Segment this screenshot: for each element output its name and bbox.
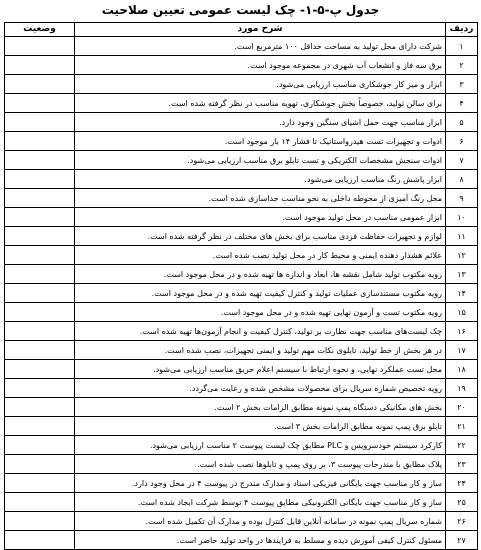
table-row xyxy=(5,227,478,246)
row-number: ۲۱ xyxy=(446,417,478,436)
row-number: ۲۷ xyxy=(446,531,478,550)
table-row xyxy=(5,455,478,474)
row-number: ۲ xyxy=(446,56,478,75)
table-row xyxy=(5,493,478,512)
checklist-table xyxy=(4,22,478,550)
table-row xyxy=(5,151,478,170)
row-status-cell[interactable] xyxy=(5,284,75,303)
row-status-cell[interactable] xyxy=(5,341,75,360)
row-number: ۶ xyxy=(446,132,478,151)
row-description: کارکرد سیستم خودسرویس و PLC مطابق چک لیست پیوست ۲ مناسب ارزیابی می‌شود. xyxy=(75,436,446,455)
row-number: ۱۰ xyxy=(446,208,478,227)
row-description: ساز و کار مناسب جهت بایگانی الکترونیکی مطابق پیوست ۴ توسط شرکت ایجاد شده است. xyxy=(75,493,446,512)
row-status-cell[interactable] xyxy=(5,512,75,531)
row-description: شماره سریال پمپ نمونه در سامانه آنلاین قابل کنترل بوده و مدارک آن تکمیل شده است. xyxy=(75,512,446,531)
table-row xyxy=(5,341,478,360)
row-status-cell[interactable] xyxy=(5,56,75,75)
row-status-cell[interactable] xyxy=(5,417,75,436)
row-number: ۱۳ xyxy=(446,265,478,284)
row-status-cell[interactable] xyxy=(5,132,75,151)
row-number: ۲۶ xyxy=(446,512,478,531)
row-status-cell[interactable] xyxy=(5,189,75,208)
row-number: ۱ xyxy=(446,37,478,56)
row-status-cell[interactable] xyxy=(5,398,75,417)
table-row xyxy=(5,75,478,94)
row-number: ۷ xyxy=(446,151,478,170)
row-status-cell[interactable] xyxy=(5,94,75,113)
table-row xyxy=(5,113,478,132)
row-status-cell[interactable] xyxy=(5,151,75,170)
header-description: شرح مورد xyxy=(75,23,446,37)
row-status-cell[interactable] xyxy=(5,170,75,189)
row-status-cell[interactable] xyxy=(5,265,75,284)
table-body xyxy=(5,37,478,550)
row-number: ۱۵ xyxy=(446,303,478,322)
row-status-cell[interactable] xyxy=(5,75,75,94)
row-description: ادوات و تجهیزات تست هیدرواستاتیک تا فشار ۱۴ بار موجود است. xyxy=(75,132,446,151)
row-number: ۱۹ xyxy=(446,379,478,398)
row-status-cell[interactable] xyxy=(5,303,75,322)
row-number: ۲۴ xyxy=(446,474,478,493)
row-description: شرکت دارای محل تولید به مساحت حداقل ۱۰۰ مترمربع است. xyxy=(75,37,446,56)
table-row xyxy=(5,474,478,493)
table-row xyxy=(5,189,478,208)
table-header-row xyxy=(5,23,478,37)
row-description: رویه مکتوب مستندسازی عملیات تولید و کنترل کیفیت تهیه شده و در محل موجود است. xyxy=(75,284,446,303)
row-number: ۱۶ xyxy=(446,322,478,341)
row-description: علائم هشدار دهنده ایمنی و محیط کار در محل تولید نصب شده است. xyxy=(75,246,446,265)
table-row xyxy=(5,37,478,56)
table-row xyxy=(5,284,478,303)
row-number: ۹ xyxy=(446,189,478,208)
table-row xyxy=(5,265,478,284)
row-status-cell[interactable] xyxy=(5,531,75,550)
row-description: ابزار پاشش رنگ مناسب ارزیابی می‌شود. xyxy=(75,170,446,189)
table-row xyxy=(5,531,478,550)
row-number: ۵ xyxy=(446,113,478,132)
row-description: ساز و کار مناسب جهت بایگانی فیزیکی اسناد و مدارک مندرج در پیوست ۴ در محل وجود دارد. xyxy=(75,474,446,493)
row-number: ۱۴ xyxy=(446,284,478,303)
row-status-cell[interactable] xyxy=(5,493,75,512)
row-description: محل تست عملکرد نهایی، و نحوه ارتباط با سیستم اعلام حریق مناسب ارزیابی می‌شود. xyxy=(75,360,446,379)
row-number: ۸ xyxy=(446,170,478,189)
row-description: چک لیست‌های مناسب جهت نظارت بر تولید، کنترل کیفیت و انجام آزمون‌ها تهیه شده است. xyxy=(75,322,446,341)
row-status-cell[interactable] xyxy=(5,113,75,132)
table-row xyxy=(5,208,478,227)
row-description: لوازم و تجهیزات حفاظت فردی مناسب برای بخش های مختلف در نظر گرفته شده است. xyxy=(75,227,446,246)
row-status-cell[interactable] xyxy=(5,360,75,379)
row-status-cell[interactable] xyxy=(5,227,75,246)
row-description: رویه مکتوب تولید شامل نقشه ها، ابعاد و اندازه ها تهیه شده و در محل موجود است. xyxy=(75,265,446,284)
row-description: در هر بخش از خط تولید، تابلوی نکات مهم تولید و ایمنی تجهیزات، نصب شده است. xyxy=(75,341,446,360)
row-description: تابلو برق پمپ نمونه مطابق الزامات بخش ۳ است. xyxy=(75,417,446,436)
table-row xyxy=(5,56,478,75)
table-row xyxy=(5,303,478,322)
table-row xyxy=(5,360,478,379)
table-row xyxy=(5,246,478,265)
row-description: برق سه فاز و انشعاب آب شهری در مجموعه موجود است. xyxy=(75,56,446,75)
row-description: محل رنگ آمیزی از محوطه داخلی به نحو مناسب جداسازی شده است. xyxy=(75,189,446,208)
row-number: ۲۳ xyxy=(446,455,478,474)
row-status-cell[interactable] xyxy=(5,436,75,455)
row-number: ۲۰ xyxy=(446,398,478,417)
table-title: جدول پ-۵-۱- چک لیست عمومی تعیین صلاحیت xyxy=(101,3,380,17)
row-description: ابزار مناسب جهت حمل اشیای سنگین وجود دارد. xyxy=(75,113,446,132)
table-row xyxy=(5,379,478,398)
row-number: ۳ xyxy=(446,75,478,94)
row-status-cell[interactable] xyxy=(5,208,75,227)
row-number: ۲۲ xyxy=(446,436,478,455)
row-status-cell[interactable] xyxy=(5,246,75,265)
row-status-cell[interactable] xyxy=(5,455,75,474)
row-description: ابزار و میز کار جوشکاری مناسب ارزیابی می‌شود. xyxy=(75,75,446,94)
row-number: ۴ xyxy=(446,94,478,113)
row-description: برای سالن تولید، خصوصاً بخش جوشکاری، تهویه مناسب در نظر گرفته شده است. xyxy=(75,94,446,113)
row-description: مسئول کنترل کیفی آموزش دیده و مسلط به فرایندها در واحد تولید حاضر است. xyxy=(75,531,446,550)
table-row xyxy=(5,417,478,436)
row-number: ۱۲ xyxy=(446,246,478,265)
row-number: ۲۵ xyxy=(446,493,478,512)
row-number: ۱۱ xyxy=(446,227,478,246)
table-row xyxy=(5,170,478,189)
row-status-cell[interactable] xyxy=(5,37,75,56)
table-row xyxy=(5,436,478,455)
row-description: ابزار عمومی مناسب در محل تولید موجود است. xyxy=(75,208,446,227)
table-row xyxy=(5,94,478,113)
header-row-number: ردیف xyxy=(446,23,478,37)
row-description: رویه تخصیص شماره سریال برای محصولات مشخص شده و رعایت می‌گردد. xyxy=(75,379,446,398)
table-row xyxy=(5,322,478,341)
row-status-cell[interactable] xyxy=(5,474,75,493)
row-description: پلاک مطابق با مندرجات پیوست ۳، بر روی پمپ و تابلوها نصب شده است. xyxy=(75,455,446,474)
table-row xyxy=(5,132,478,151)
row-description: ادوات سنجش مشخصات الکتریکی و تست تابلو برق مناسب ارزیابی می‌شود. xyxy=(75,151,446,170)
header-status: وضعیت xyxy=(5,23,75,37)
row-status-cell[interactable] xyxy=(5,322,75,341)
row-number: ۱۷ xyxy=(446,341,478,360)
table-row xyxy=(5,512,478,531)
table-row xyxy=(5,398,478,417)
row-description: رویه مکتوب تست و آزمون نهایی تهیه شده و در محل موجود است. xyxy=(75,303,446,322)
row-status-cell[interactable] xyxy=(5,379,75,398)
row-description: بخش های مکانیکی دستگاه پمپ نمونه مطابق الزامات بخش ۲ است. xyxy=(75,398,446,417)
row-number: ۱۸ xyxy=(446,360,478,379)
